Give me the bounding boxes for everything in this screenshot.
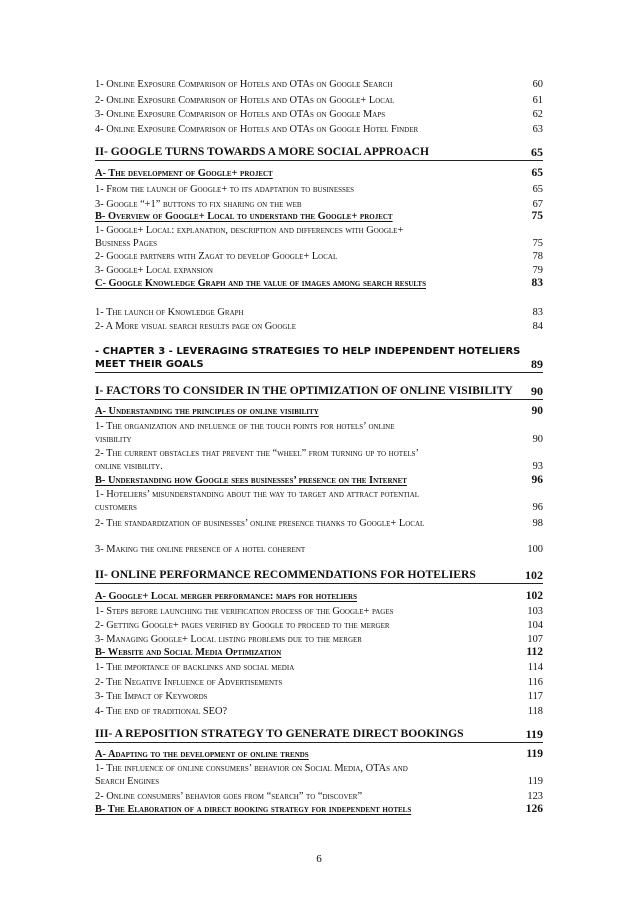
chapter-title-line2: MEET THEIR GOALS <box>95 359 204 370</box>
toc-entry-title-line1: 2- The standardization of businesses’ online presence thanks to Google+ Local <box>95 518 425 529</box>
toc-entry-title-line2: customers <box>95 502 137 513</box>
toc-entry-title: A- Adapting to the development of online trends <box>95 749 309 760</box>
toc-entry-page: 119 <box>527 776 543 787</box>
toc-entry-title-line2: online visibility. <box>95 461 163 472</box>
toc-entry <box>95 250 543 263</box>
toc-entry-page: 107 <box>527 634 543 645</box>
toc-section-heading <box>95 727 543 741</box>
toc-entry-page: 75 <box>531 210 543 222</box>
toc-entry <box>95 762 543 788</box>
toc-entry <box>95 633 543 646</box>
toc-entry-page: 60 <box>532 79 543 90</box>
toc-section-heading <box>95 568 543 582</box>
toc-entry-title-line1: 1- The organization and influence of the touch points for hotels’ online <box>95 421 395 432</box>
toc-entry-title: 2- The Negative Influence of Advertisements <box>95 677 283 688</box>
toc-entry-title: 1- From the launch of Google+ to its adaptation to businesses <box>95 184 355 195</box>
section-underline <box>95 742 543 743</box>
toc-entry <box>95 605 543 618</box>
toc-entry-page: 63 <box>532 124 543 135</box>
toc-entry-title-line1: 1- Google+ Local: explanation, description and differences with Google+ <box>95 225 404 236</box>
toc-entry-page: 116 <box>527 677 543 688</box>
toc-entry-page: 114 <box>527 662 543 673</box>
toc-entry-title: B- Website and Social Media Optimization <box>95 647 282 658</box>
toc-entry-page: 83 <box>532 307 543 318</box>
toc-entry-page: 61 <box>532 95 543 106</box>
toc-entry-title: 1- The launch of Knowledge Graph <box>95 307 244 318</box>
toc-subsection <box>95 405 543 418</box>
toc-section-heading <box>95 145 543 159</box>
toc-subsection <box>95 646 543 659</box>
toc-entry-title: 1- Online Exposure Comparison of Hotels and OTAs on Google Search <box>95 79 393 90</box>
toc-entry-page: 126 <box>525 803 543 815</box>
toc-entry-title: I- FACTORS TO CONSIDER IN THE OPTIMIZATION OF ONLINE VISIBILITY <box>95 384 513 397</box>
toc-entry-title-line2: visibility <box>95 434 132 445</box>
toc-subsection <box>95 803 543 816</box>
toc-entry <box>95 517 543 530</box>
toc-subsection <box>95 590 543 603</box>
toc-entry <box>95 619 543 632</box>
toc-entry-title: B- Overview of Google+ Local to understand the Google+ project <box>95 211 393 222</box>
toc-entry <box>95 420 543 446</box>
toc-entry <box>95 488 543 514</box>
toc-entry-title-line1: 2- The current obstacles that prevent the “wheel” from turning up to hotels’ <box>95 448 419 459</box>
toc-entry-page: 90 <box>531 384 543 398</box>
toc-entry-title: 3- Online Exposure Comparison of Hotels and OTAs on Google Maps <box>95 109 386 120</box>
toc-entry-page: 118 <box>527 706 543 717</box>
toc-entry-title: B- The Elaboration of a direct booking strategy for independent hotels <box>95 804 412 815</box>
toc-subsection <box>95 210 543 223</box>
toc-entry <box>95 790 543 803</box>
toc-entry <box>95 320 543 333</box>
toc-entry-title: 3- Making the online presence of a hotel coherent <box>95 544 306 555</box>
toc-entry <box>95 705 543 718</box>
toc-entry-title: A- Understanding the principles of online visibility <box>95 406 319 417</box>
toc-entry <box>95 224 543 250</box>
section-underline <box>95 583 543 584</box>
toc-entry-title: 2- Online Exposure Comparison of Hotels and OTAs on Google+ Local <box>95 95 395 106</box>
chapter-title-line1: - CHAPTER 3 - LEVERAGING STRATEGIES TO HELP INDEPENDENT HOTELIERS <box>95 346 521 357</box>
toc-entry-title: 2- A More visual search results page on Google <box>95 321 296 332</box>
toc-entry-page: 96 <box>531 474 543 486</box>
toc-entry-title: A- The development of Google+ project <box>95 168 273 179</box>
toc-entry-page: 67 <box>532 199 543 210</box>
toc-entry-title: 3- Google “+1” buttons to fix sharing on the web <box>95 199 302 210</box>
toc-entry-page: 112 <box>526 646 543 658</box>
toc-entry-page: 103 <box>527 606 543 617</box>
toc-entry-page: 90 <box>531 405 543 417</box>
toc-entry-page: 90 <box>532 434 543 445</box>
section-underline <box>95 160 543 161</box>
toc-entry-page: 104 <box>527 620 543 631</box>
toc-entry-title: B- Understanding how Google sees businesses’ presence on the Internet <box>95 475 407 486</box>
toc-entry-title: II- ONLINE PERFORMANCE RECOMMENDATIONS FOR HOTELIERS <box>95 568 476 581</box>
toc-entry-title: 4- The end of traditional SEO? <box>95 706 228 717</box>
toc-entry-page: 119 <box>525 727 543 741</box>
toc-entry-page: 102 <box>525 568 543 582</box>
toc-entry-title-line2: Business Pages <box>95 238 157 249</box>
toc-section-heading <box>95 384 543 398</box>
toc-entry-page: 65 <box>532 184 543 195</box>
toc-entry-page: 102 <box>525 590 543 602</box>
toc-entry <box>95 264 543 277</box>
toc-entry-title: III- A REPOSITION STRATEGY TO GENERATE DIRECT BOOKINGS <box>95 727 464 740</box>
toc-entry <box>95 123 543 136</box>
section-underline <box>95 399 543 400</box>
toc-entry-title: II- GOOGLE TURNS TOWARDS A MORE SOCIAL APPROACH <box>95 145 430 158</box>
toc-entry-title: 4- Online Exposure Comparison of Hotels and OTAs on Google Hotel Finder <box>95 124 419 135</box>
toc-entry-title: 2- Google partners with Zagat to develop Google+ Local <box>95 251 338 262</box>
toc-entry-page: 79 <box>532 265 543 276</box>
toc-entry-page: 93 <box>532 461 543 472</box>
toc-entry <box>95 676 543 689</box>
page-number: 6 <box>316 853 322 865</box>
toc-subsection <box>95 748 543 761</box>
toc-entry-page: 83 <box>531 277 543 289</box>
chapter-underline <box>95 372 543 373</box>
toc-entry-title: 2- Getting Google+ pages verified by Google to proceed to the merger <box>95 620 390 631</box>
toc-subsection <box>95 167 543 180</box>
toc-entry-page: 75 <box>532 238 543 249</box>
toc-entry-title-line1: 1- The influence of online consumers’ behavior on Social Media, OTAs and <box>95 763 408 774</box>
toc-entry <box>95 108 543 121</box>
toc-entry <box>95 94 543 107</box>
toc-entry-page: 89 <box>531 357 543 371</box>
toc-entry <box>95 306 543 319</box>
toc-entry-title: 3- Managing Google+ Local listing problems due to the merger <box>95 634 362 645</box>
toc-entry-title-line1: 1- Hoteliers’ misunderstanding about the way to target and attract potential <box>95 489 420 500</box>
toc-entry <box>95 543 543 556</box>
toc-entry-title: 3- Google+ Local expansion <box>95 265 213 276</box>
toc-entry-title: 3- The Impact of Keywords <box>95 691 208 702</box>
toc-entry-page: 96 <box>532 502 543 513</box>
toc-subsection <box>95 474 543 487</box>
toc-entry-title: 1- Steps before launching the verification process of the Google+ pages <box>95 606 394 617</box>
toc-entry-page: 65 <box>531 167 543 179</box>
toc-entry-title: 1- The importance of backlinks and social media <box>95 662 295 673</box>
toc-entry-page: 100 <box>527 544 543 555</box>
toc-entry-page: 117 <box>527 691 543 702</box>
toc-entry <box>95 447 543 473</box>
toc-entry-page: 123 <box>527 791 543 802</box>
toc-entry <box>95 661 543 674</box>
chapter-heading <box>95 345 543 371</box>
toc-entry-page: 62 <box>532 109 543 120</box>
toc-entry-title-line2: Search Engines <box>95 776 160 787</box>
toc-entry-title: A- Google+ Local merger performance: maps for hoteliers <box>95 591 357 602</box>
toc-entry <box>95 690 543 703</box>
toc-entry <box>95 183 543 196</box>
toc-entry-page: 119 <box>526 748 543 760</box>
toc-subsection <box>95 277 543 290</box>
toc-entry-title-line1: C- Google Knowledge Graph and the value of images among search results <box>95 278 426 289</box>
toc-entry-page: 84 <box>532 321 543 332</box>
toc-entry-page: 65 <box>531 145 543 159</box>
toc-entry-title: 2- Online consumers’ behavior goes from “search” to “discover” <box>95 791 363 802</box>
toc-entry <box>95 78 543 91</box>
toc-entry-page: 98 <box>532 518 543 529</box>
toc-entry-page: 78 <box>532 251 543 262</box>
